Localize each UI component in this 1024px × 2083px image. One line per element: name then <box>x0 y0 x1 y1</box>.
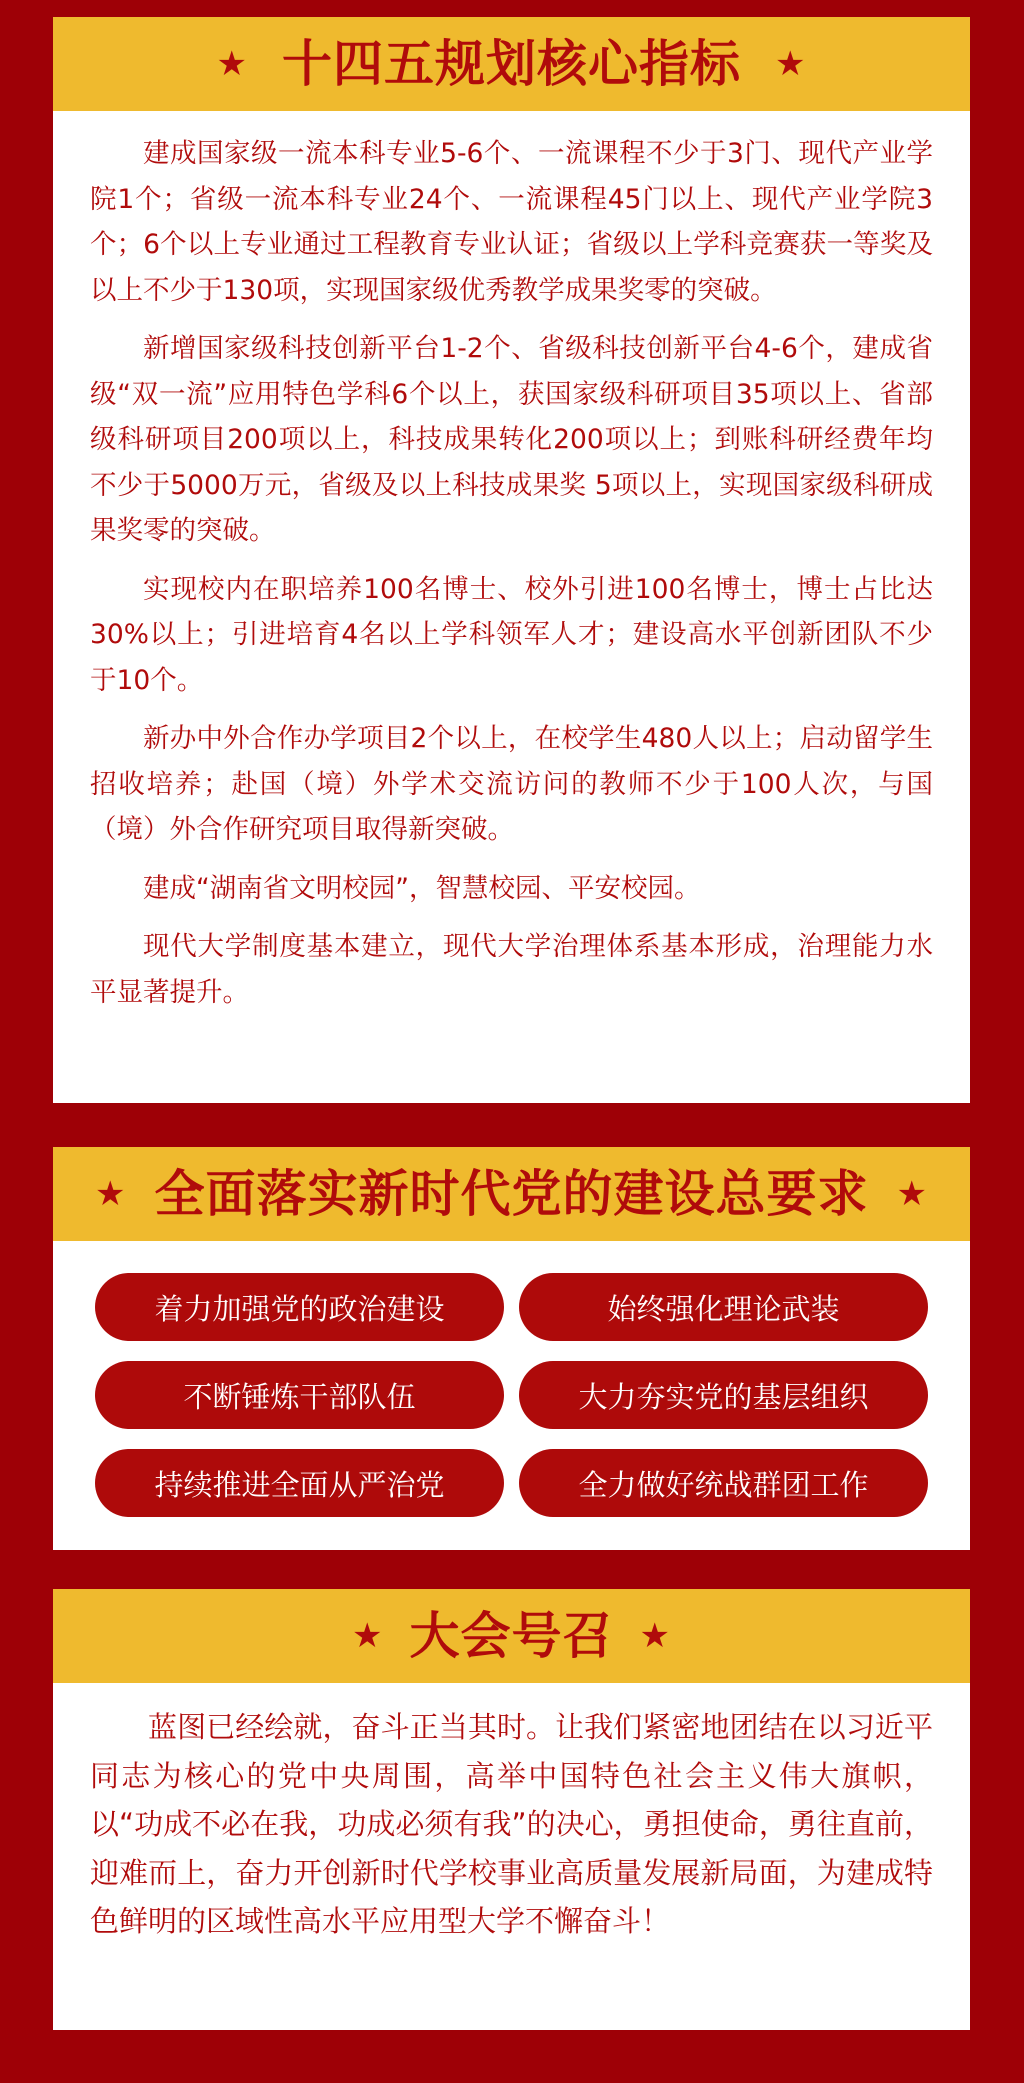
party-building-banner <box>53 1147 970 1241</box>
section-title: 大会号召 <box>409 1607 614 1665</box>
requirement-button[interactable]: 不断锤炼干部队伍 <box>95 1361 504 1429</box>
paragraph: 实现校内在职培养100名博士、校外引进100名博士，博士占比达30%以上；引进培育4名以上学科领军人才；建设高水平创新团队不少于10个。 <box>90 573 933 696</box>
conference-call-banner <box>53 1589 970 1683</box>
requirement-button[interactable]: 全力做好统战群团工作 <box>519 1449 928 1517</box>
star-icon: ★ <box>896 1174 928 1214</box>
requirement-buttons <box>95 1273 928 1517</box>
core-indicators-section <box>53 17 970 1103</box>
paragraph: 建成“湖南省文明校园”，智慧校园、平安校园。 <box>143 872 701 904</box>
section-body <box>53 111 970 1015</box>
paragraph: 新办中外合作办学项目2个以上，在校学生480人以上；启动留学生招收培养；赴国（境）外学术交流访问的教师不少于100人次，与国（境）外合作研究项目取得新突破。 <box>90 723 933 845</box>
paragraph: 新增国家级科技创新平台1-2个、省级科技创新平台4-6个，建成省级“双一流”应用特色学科6个以上，获国家级科研项目35项以上、省部级科研项目200项以上，科技成果转化200项以上；到账科研经费年均不少于5000万元，省级及以上科技成果奖 5项以上，实现国家级科研成果奖零的突破。 <box>90 333 933 546</box>
star-icon: ★ <box>216 44 248 84</box>
star-icon: ★ <box>95 1174 127 1214</box>
requirement-button[interactable]: 着力加强党的政治建设 <box>95 1273 504 1341</box>
party-building-section <box>53 1147 970 1550</box>
section-body <box>53 1683 970 1946</box>
conference-call-section <box>53 1589 970 2030</box>
requirement-button[interactable]: 持续推进全面从严治党 <box>95 1449 504 1517</box>
section-title: 十四五规划核心指标 <box>282 35 741 93</box>
requirement-button[interactable]: 大力夯实党的基层组织 <box>519 1361 928 1429</box>
section-title: 全面落实新时代党的建设总要求 <box>154 1165 869 1223</box>
paragraph: 蓝图已经绘就，奋斗正当其时。让我们紧密地团结在以习近平同志为核心的党中央周围，高举中国特色社会主义伟大旗帜，以“功成不必在我，功成必须有我”的决心，勇担使命，勇往直前，迎难而上，奋力开创新时代学校事业高质量发展新局面，为建成特色鲜明的区域性高水平应用型大学不懈奋斗！ <box>90 1710 933 1938</box>
core-indicators-banner <box>53 17 970 111</box>
star-icon: ★ <box>639 1616 671 1656</box>
requirement-button[interactable]: 始终强化理论武装 <box>519 1273 928 1341</box>
paragraph: 现代大学制度基本建立，现代大学治理体系基本形成，治理能力水平显著提升。 <box>90 931 933 1008</box>
star-icon: ★ <box>352 1616 384 1656</box>
paragraph: 建成国家级一流本科专业5-6个、一流课程不少于3门、现代产业学院1个；省级一流本科专业24个、一流课程45门以上、现代产业学院3个；6个以上专业通过工程教育专业认证；省级以上学科竞赛获一等奖及以上不少于130项，实现国家级优秀教学成果奖零的突破。 <box>90 138 933 306</box>
star-icon: ★ <box>775 44 807 84</box>
